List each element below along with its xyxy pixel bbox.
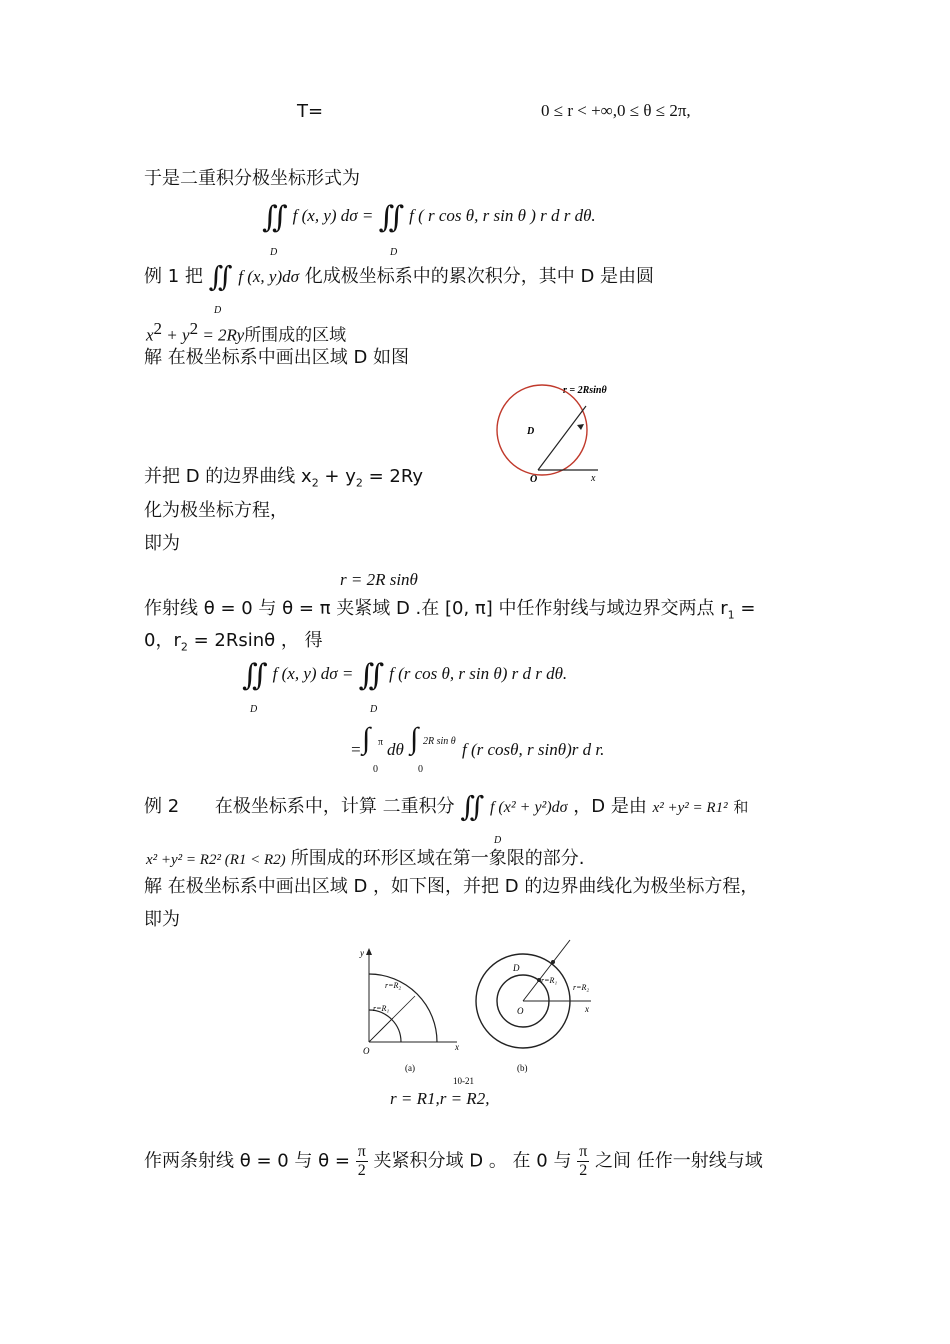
fig2-caption: 10-21 xyxy=(453,1076,474,1086)
fig2b-label-d: D xyxy=(513,963,520,973)
solution-1-line-1: 解 在极坐标系中画出区域 D 如图 xyxy=(144,347,410,368)
exp: 2 xyxy=(189,319,199,338)
final-a: 作两条射线 θ = 0 与 θ = xyxy=(144,1150,350,1172)
inner-upper: 2R sin θ xyxy=(423,736,456,747)
figure-annulus xyxy=(355,938,605,1088)
fig2b-ray xyxy=(523,940,570,1001)
formula-2-lhs: f (x, y) dσ = xyxy=(272,664,354,683)
fig2a-label-a: (a) xyxy=(405,1063,415,1073)
t-range: 0 ≤ r < +∞,0 ≤ θ ≤ 2π, xyxy=(541,101,691,120)
formula-2 xyxy=(242,658,567,693)
fig1-label-x: x xyxy=(591,473,596,484)
solution-2-line-2: 即为 xyxy=(144,909,180,930)
fig2b-label-b: (b) xyxy=(517,1063,528,1073)
example-1-line xyxy=(144,262,655,293)
inner-lower: 0 xyxy=(418,764,423,775)
sub-1: 1 xyxy=(727,608,735,622)
sub-2: 2 xyxy=(180,640,188,654)
fraction-pi-over-2 xyxy=(356,1143,368,1180)
sol1-line2b: + y xyxy=(318,466,356,487)
example-2-label: 例 2 xyxy=(144,796,180,817)
integral-sign: ∫ xyxy=(410,722,419,755)
exp: 2 xyxy=(153,319,163,338)
formula-2-sub-d2: D xyxy=(370,704,378,715)
ray-line-text-2 xyxy=(144,630,323,659)
figure-circle xyxy=(488,378,628,488)
ray-text: 作射线 θ = 0 与 θ = π 夹紧域 D .在 [0, π] 中任作射线与域边界交两点 r xyxy=(144,598,728,619)
exp: 2 xyxy=(355,476,363,490)
formula-1 xyxy=(262,200,596,235)
fig2a-label-y: y xyxy=(360,948,364,958)
example-2-eq1: x² +y² = R1² xyxy=(652,800,728,816)
formula-3-integrand: f (r cosθ, r sinθ)r d r. xyxy=(462,740,605,759)
intro-text: 于是二重积分极坐标形式为 xyxy=(144,168,360,189)
ray-arrow xyxy=(577,424,584,430)
line6b: = 2Rsinθ ， 得 xyxy=(187,630,323,651)
example-2-text1: 在极坐标系中，计算 二重积分 xyxy=(214,796,455,817)
outer-lower: 0 xyxy=(373,764,378,775)
fig2a-ray-2 xyxy=(369,1018,393,1042)
example-1-sub-d: D xyxy=(214,305,222,316)
fig2a-label-r2: r=R₂ xyxy=(385,981,402,990)
sol1-line2c: = 2Ry xyxy=(362,466,424,487)
outer-upper: π xyxy=(378,737,384,748)
fig2b-label-r2: r=R₂ xyxy=(573,983,590,992)
exp: 2 xyxy=(311,476,319,490)
integral-sign: ∫ xyxy=(362,722,371,755)
fig2a-y-arrow xyxy=(366,948,372,955)
example-1-label: 例 1 xyxy=(144,266,180,287)
line6a: 0，r xyxy=(144,630,181,651)
fig1-label-eq: r = 2Rsinθ xyxy=(563,385,607,396)
double-integral-sign: ∬ xyxy=(208,262,233,293)
fig1-label-o: O xyxy=(530,474,538,485)
final-b: 夹紧积分域 D 。 在 0 与 xyxy=(373,1150,572,1172)
double-integral-sign: ∬ xyxy=(358,659,385,692)
solution-1-line-2 xyxy=(144,466,423,495)
fig2b-label-r1: r=R₁ xyxy=(541,976,558,985)
ray-line xyxy=(538,406,586,470)
fig2a-label-o: O xyxy=(363,1046,370,1056)
example-2-eq2: x² +y² = R2² (R1 < R2) xyxy=(146,852,286,868)
double-integral-sign: ∬ xyxy=(242,659,268,692)
polar-equation-2: r = R1,r = R2, xyxy=(390,1089,490,1108)
ray-line-text xyxy=(144,598,755,627)
final-line xyxy=(144,1143,763,1193)
example-2-line-2 xyxy=(146,848,584,870)
fraction-pi-over-2 xyxy=(577,1143,589,1180)
formula-2-rhs: f (r cos θ, r sin θ) r d r dθ. xyxy=(389,664,568,683)
sol1-line2a: 并把 D 的边界曲线 x xyxy=(144,466,312,487)
example-2-text3: 所围成的环形区域在第一象限的部分. xyxy=(290,848,585,869)
example-2-line xyxy=(144,792,749,823)
ray-tail: = xyxy=(734,598,756,619)
formula-1-lhs: f (x, y) dσ = xyxy=(292,206,374,225)
example-1-integrand: f (x, y)dσ xyxy=(238,267,300,286)
formula-1-sub-d2: D xyxy=(390,247,398,258)
double-integral-sign: ∬ xyxy=(460,792,485,823)
formula-1-rhs: f ( r cos θ, r sin θ ) r d r dθ. xyxy=(409,206,596,225)
formula-3-eq: = xyxy=(350,740,362,759)
example-2-sub-d: D xyxy=(494,835,502,846)
solution-1-line-4: 即为 xyxy=(144,533,180,554)
fig2b-label-x: x xyxy=(585,1004,589,1014)
circle-eq-text: 所围成的区域 xyxy=(244,325,347,345)
dtheta: dθ xyxy=(387,740,404,759)
formula-1-sub-d: D xyxy=(270,247,278,258)
fig2a-label-x: x xyxy=(455,1042,459,1052)
double-integral-sign: ∬ xyxy=(262,201,288,234)
fig2b-label-o: O xyxy=(517,1006,524,1016)
solution-2-line-1: 解 在极坐标系中画出区域 D ，如下图，并把 D 的边界曲线化为极坐标方程， xyxy=(144,876,759,897)
example-1-text: 化成极坐标系中的累次积分，其中 D 是由圆 xyxy=(304,266,655,287)
circle-eq-y: + y xyxy=(162,325,190,345)
formula-2-sub-d: D xyxy=(250,704,258,715)
frac-den: 2 xyxy=(579,1162,588,1179)
example-2-and: 和 xyxy=(733,800,749,816)
frac-num: π xyxy=(579,1143,588,1160)
fig2a-label-r1: r=R₁ xyxy=(373,1004,390,1013)
double-integral-sign: ∬ xyxy=(378,201,405,234)
frac-den: 2 xyxy=(357,1162,366,1179)
example-2-text2: ，D 是由 xyxy=(573,796,647,817)
circle-equation-line xyxy=(146,319,346,346)
example-2-integrand: f (x² + y²)dσ xyxy=(489,799,568,816)
example-1-prefix: 把 xyxy=(184,266,203,287)
circle-eq-rhs: = 2Ry xyxy=(198,325,245,345)
frac-num: π xyxy=(357,1143,366,1160)
fig1-label-d: D xyxy=(527,426,535,437)
fig2b-point-outer xyxy=(551,960,555,964)
solution-1-line-3: 化为极坐标方程， xyxy=(144,500,288,521)
polar-equation-1: r = 2R sinθ xyxy=(340,570,418,589)
t-label: T= xyxy=(297,101,324,122)
final-c: 之间 任作一射线与域 xyxy=(595,1150,763,1172)
circle-eq-x: x xyxy=(146,325,154,345)
boundary-circle xyxy=(497,385,587,475)
